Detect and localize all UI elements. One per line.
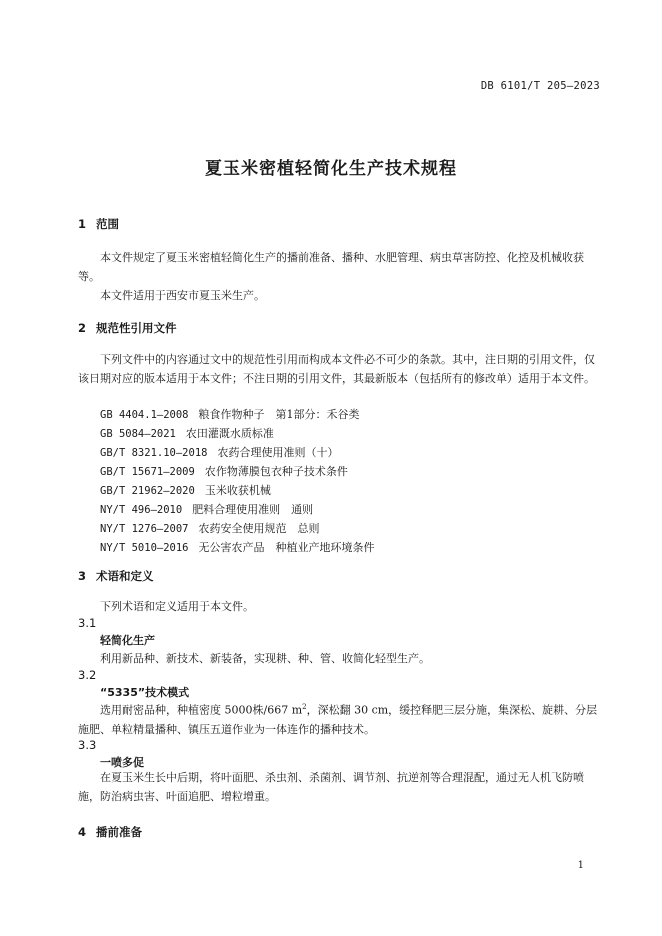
reference-code: GB 4404.1—2008	[100, 409, 189, 421]
reference-name: 农作物薄膜包衣种子技术条件	[204, 465, 348, 478]
reference-code: GB/T 21962—2020	[100, 485, 195, 497]
reference-code: NY/T 496—2010	[100, 504, 183, 516]
superscript: 2	[302, 703, 307, 711]
term-title: 一喷多促	[100, 756, 144, 769]
section-number: 3	[78, 569, 87, 583]
reference-item	[100, 406, 360, 422]
section-2-heading	[78, 320, 177, 336]
section-number: 2	[78, 321, 87, 335]
reference-name: 玉米收获机械	[204, 484, 271, 497]
reference-item	[100, 482, 271, 498]
term-number: 3.1	[78, 616, 97, 630]
reference-item	[100, 444, 338, 460]
section-3-heading	[78, 568, 154, 584]
section-title: 播前准备	[96, 825, 142, 839]
reference-item	[100, 501, 313, 517]
reference-item	[100, 463, 348, 479]
section-title: 术语和定义	[96, 569, 154, 583]
reference-name: 粮食作物种子 第1部分：禾谷类	[198, 408, 360, 421]
section-4-heading	[78, 824, 142, 840]
reference-code: NY/T 1276—2007	[100, 523, 189, 535]
reference-code: GB/T 15671—2009	[100, 466, 195, 478]
reference-code: NY/T 5010—2016	[100, 542, 189, 554]
term-title: 轻简化生产	[100, 634, 155, 647]
section-1-heading	[78, 216, 119, 232]
section-title: 规范性引用文件	[96, 321, 177, 335]
scope-paragraph: 本文件规定了夏玉米密植轻简化生产的播前准备、播种、水肥管理、病虫草害防控、化控及机械收获等。	[78, 251, 584, 283]
reference-name: 无公害农产品 种植业产地环境条件	[198, 541, 375, 554]
terms-intro: 下列术语和定义适用于本文件。	[100, 600, 254, 613]
reference-name: 农田灌溉水质标准	[185, 427, 274, 440]
section-number: 1	[78, 217, 87, 231]
reference-item	[100, 539, 375, 555]
reference-name: 农药安全使用规范 总则	[198, 522, 320, 535]
document-title: 夏玉米密植轻简化生产技术规程	[205, 159, 457, 179]
term-definition	[78, 698, 600, 739]
term-number: 3.2	[78, 668, 97, 682]
standard-number: DB 6101/T 205—2023	[480, 80, 600, 92]
term-definition: 利用新品种、新技术、新装备，实现耕、种、管、收简化轻型生产。	[100, 652, 430, 665]
section-title: 范围	[96, 217, 119, 231]
definition-text: ，深松翻 30 cm，缓控释肥三层分施，集深松、旋耕、分层施肥、单粒精量播种、镇压五道作业为一体连作的播种技术。	[78, 703, 598, 736]
reference-item	[100, 520, 320, 536]
scope-applicability: 本文件适用于西安市夏玉米生产。	[100, 289, 265, 302]
term-definition: 在夏玉米生长中后期，将叶面肥、杀虫剂、杀菌剂、调节剂、抗逆剂等合理混配，通过无人机飞防喷施，防治病虫害、叶面追肥、增粒增重。	[78, 771, 584, 803]
references-intro: 下列文件中的内容通过文中的规范性引用而构成本文件必不可少的条款。其中，注日期的引用文件，仅该日期对应的版本适用于本文件；不注日期的引用文件，其最新版本（包括所有的修改单）适用于本文件。	[78, 353, 595, 385]
term-title: “5335”技术模式	[100, 686, 190, 699]
reference-name: 农药合理使用准则（十）	[217, 446, 339, 459]
term-number: 3.3	[78, 738, 97, 752]
reference-code: GB 5084—2021	[100, 428, 176, 440]
section-number: 4	[78, 825, 87, 839]
reference-code: GB/T 8321.10—2018	[100, 447, 208, 459]
definition-text: 选用耐密品种，种植密度 5000株/667 m	[100, 703, 303, 717]
reference-name: 肥料合理使用准则 通则	[192, 503, 314, 516]
page-number: 1	[577, 860, 584, 871]
reference-item	[100, 425, 274, 441]
